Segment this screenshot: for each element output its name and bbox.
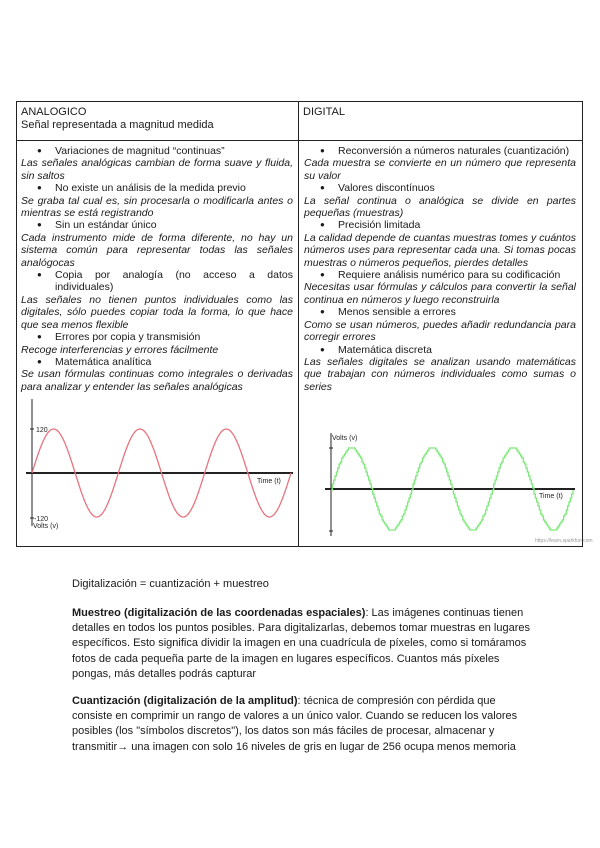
digitalization-formula: Digitalización = cuantización + muestreo: [72, 578, 269, 590]
muestreo-paragraph: [72, 606, 532, 682]
digital-bullet: ● Requiere análisis numérico para su codificación: [304, 269, 576, 281]
analog-desc: Cada instrumento mide de forma diferente, no hay un sistema común para representar todas las señales analógocas: [21, 231, 293, 269]
digital-desc: Cada muestra se convierte en un número que representa su valor: [304, 157, 576, 182]
analog-bullet: ● Copia por analogía (no acceso a datos individuales): [21, 269, 293, 294]
analog-title: ANALOGICO: [21, 106, 87, 118]
digital-bullet: ● Reconversión a números naturales (cuantización): [304, 145, 576, 157]
digital-x-label: Time (t): [539, 493, 563, 500]
digital-bullet: ● Matemática discreta: [304, 344, 576, 356]
digital-bullet: ● Precisión limitada: [304, 219, 576, 231]
analog-desc: Las señales no tienen puntos individuales como las digitales, sólo puedes copiar toda la forma, lo que hace que sea menos flexible: [21, 293, 293, 331]
digital-desc: Como se usan números, puedes añadir redundancia para corregir errores: [304, 318, 576, 344]
digital-wave-figure: [311, 428, 593, 544]
table-header-row: [17, 102, 582, 141]
digital-bullet: ● Valores discontínuos: [304, 182, 576, 194]
analog-top-label: 120: [36, 427, 48, 434]
analog-bullet: ● Matemática analítica: [21, 356, 293, 368]
cuantizacion-paragraph: [72, 694, 532, 755]
analog-bullet: ● Sin un estándar único: [21, 219, 293, 231]
analog-column: [21, 145, 293, 393]
analog-subtitle: Señal representada a magnitud medida: [21, 119, 214, 131]
analog-bullet: ● Errores por copia y transmisión: [21, 331, 293, 343]
digital-desc: Necesitas usar fórmulas y cálculos para convertir la señal continua en números y luego reconstruirla: [304, 281, 576, 306]
digital-watermark: https://learn.sparkfun.com: [535, 538, 593, 544]
digital-desc: La señal continua o analógica se divide en partes pequeñas (muestras): [304, 194, 576, 220]
digital-desc: La calidad depende de cuantas muestras tomes y cuántos números uses para representar cada una. Si tomas pocas muestras o números pequeños, pierdes detalles: [304, 231, 576, 269]
column-divider: [298, 102, 299, 546]
digital-title: DIGITAL: [303, 106, 345, 118]
digital-bullet: ● Menos sensible a errores: [304, 306, 576, 318]
analog-wave-figure: [20, 394, 294, 534]
cuantizacion-lead: Cuantización (digitalización de la amplitud): [72, 695, 298, 707]
analog-bullet: ● Variaciones de magnitud “continuas”: [21, 145, 293, 157]
digital-header: [303, 106, 575, 119]
digital-column: [304, 145, 576, 393]
muestreo-text: : Las imágenes continuas tienen detalles en todos los puntos posibles. Para digitalizarlas, debemos tomar muestras en lugares específicos. Esto significa dividir la imagen en una cuadrícula de píxeles, como si tomáramos fotos de cada pequeña parte de la imagen en lugares específicos. Cuantos más píxeles pongas, más detalles podrás capturar: [72, 607, 530, 680]
analog-bullet: ● No existe un análisis de la medida previo: [21, 182, 293, 194]
comparison-table: [16, 101, 593, 547]
analog-y-label: Volts (v): [33, 523, 59, 530]
muestreo-lead: Muestreo (digitalización de las coordenadas espaciales): [72, 607, 366, 619]
analog-bottom-label: -120: [34, 516, 49, 523]
analog-desc: Recoge interferencias y errores fácilmente: [21, 343, 219, 356]
analog-x-label: Time (t): [257, 478, 281, 485]
analog-desc: Las señales analógicas cambian de forma suave y fluida, sin saltos: [21, 157, 293, 182]
analog-header: [21, 106, 293, 132]
analog-desc: Se usan fórmulas continuas como integrales o derivadas para analizar y entender las señales analógicas: [21, 368, 293, 393]
digital-desc: Las señales digitales se analizan usando matemáticas que trabajan con números individuales como sumas o series: [304, 355, 576, 393]
cuantizacion-text: : técnica de compresión con pérdida que consiste en comprimir un rango de valores a un único valor. Cuando se reducen los valores posibles (los "símbolos discretos"), los datos son más fáciles de procesar, almacenar y transmitir→ una imagen con solo 16 niveles de gris en lugar de 256 ocupa menos memoria: [72, 695, 518, 753]
analog-desc: Se graba tal cual es, sin procesarla o modificarla antes o mientras se está registrando: [21, 194, 293, 220]
digital-y-label: Volts (v): [332, 435, 358, 442]
